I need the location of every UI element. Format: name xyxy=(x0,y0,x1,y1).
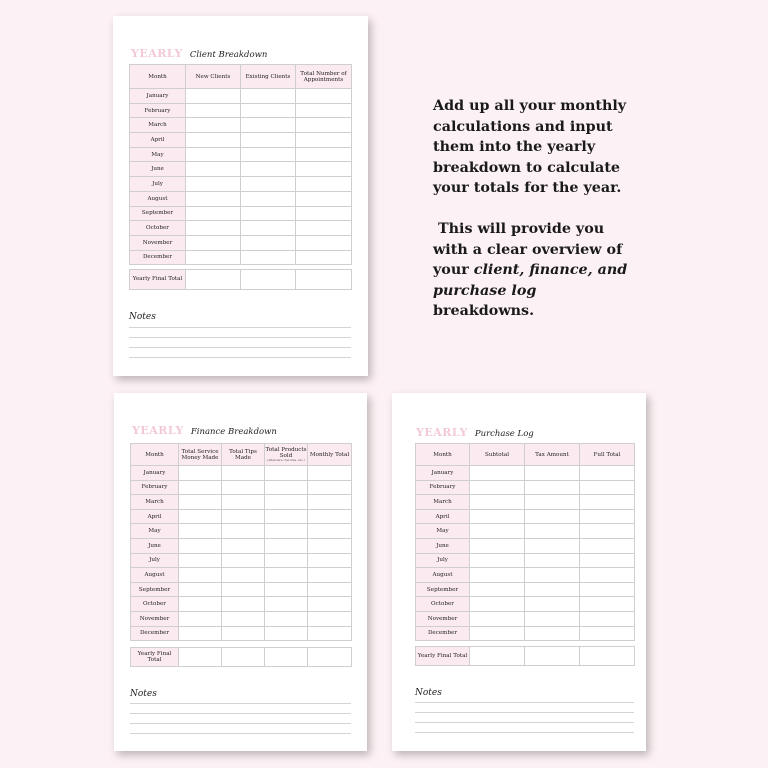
purchase-sheet-title xyxy=(416,421,534,440)
table-row xyxy=(131,553,352,568)
instructions-paragraph-1: Add up all your monthly calculations and input them into the yearly breakdown to calculate your totals for the year. xyxy=(433,98,627,197)
entry-cell[interactable] xyxy=(470,568,525,583)
month-cell: May xyxy=(131,524,179,539)
entry-cell[interactable] xyxy=(265,611,308,626)
entry-cell[interactable] xyxy=(580,495,635,510)
header-total-appointments: Total Number of Appointments xyxy=(296,65,352,89)
table-row xyxy=(416,509,635,524)
entry-cell[interactable] xyxy=(525,611,580,626)
entry-cell[interactable] xyxy=(179,553,222,568)
month-cell: January xyxy=(131,466,179,481)
header-tips: Total Tips Made xyxy=(222,444,265,466)
header-new-clients: New Clients xyxy=(186,65,241,89)
entry-cell[interactable] xyxy=(265,568,308,583)
entry-cell[interactable] xyxy=(186,103,241,118)
entry-cell[interactable] xyxy=(525,480,580,495)
entry-cell[interactable] xyxy=(265,626,308,641)
table-row xyxy=(131,466,352,481)
entry-cell[interactable] xyxy=(296,221,352,236)
header-products-sold xyxy=(265,444,308,466)
entry-cell[interactable] xyxy=(296,133,352,148)
entry-cell[interactable] xyxy=(296,177,352,192)
entry-cell[interactable] xyxy=(308,582,352,597)
entry-cell[interactable] xyxy=(470,524,525,539)
entry-cell[interactable] xyxy=(296,103,352,118)
entry-cell[interactable] xyxy=(222,466,265,481)
table-row xyxy=(130,118,352,133)
client-breakdown-sheet xyxy=(113,16,368,376)
entry-cell[interactable] xyxy=(222,553,265,568)
header-products-sub-note: (Aftercare, Serums, etc.) xyxy=(267,457,305,462)
month-cell: April xyxy=(131,509,179,524)
total-cell[interactable] xyxy=(308,648,352,667)
entry-cell[interactable] xyxy=(265,553,308,568)
entry-cell[interactable] xyxy=(308,495,352,510)
header-existing-clients: Existing Clients xyxy=(241,65,296,89)
entry-cell[interactable] xyxy=(525,495,580,510)
entry-cell[interactable] xyxy=(222,524,265,539)
month-cell: January xyxy=(130,89,186,104)
total-cell[interactable] xyxy=(222,648,265,667)
entry-cell[interactable] xyxy=(186,177,241,192)
month-cell: October xyxy=(131,597,179,612)
entry-cell[interactable] xyxy=(525,538,580,553)
entry-cell[interactable] xyxy=(241,133,296,148)
entry-cell[interactable] xyxy=(470,480,525,495)
table-row xyxy=(416,524,635,539)
entry-cell[interactable] xyxy=(296,147,352,162)
entry-cell[interactable] xyxy=(186,235,241,250)
entry-cell[interactable] xyxy=(580,480,635,495)
month-cell: December xyxy=(416,626,470,641)
table-row xyxy=(131,538,352,553)
month-cell: April xyxy=(416,509,470,524)
entry-cell[interactable] xyxy=(525,509,580,524)
entry-cell[interactable] xyxy=(222,582,265,597)
entry-cell[interactable] xyxy=(470,582,525,597)
month-cell: June xyxy=(131,538,179,553)
entry-cell[interactable] xyxy=(470,466,525,481)
entry-cell[interactable] xyxy=(241,118,296,133)
entry-cell[interactable] xyxy=(241,103,296,118)
table-row xyxy=(131,597,352,612)
entry-cell[interactable] xyxy=(179,509,222,524)
instructions-text xyxy=(433,96,633,322)
notes-label: Notes xyxy=(130,689,157,699)
note-line[interactable] xyxy=(415,732,634,733)
entry-cell[interactable] xyxy=(580,553,635,568)
yearly-final-total-label: Yearly Final Total xyxy=(131,648,179,667)
month-cell: July xyxy=(131,553,179,568)
entry-cell[interactable] xyxy=(265,466,308,481)
table-row xyxy=(130,162,352,177)
table-row xyxy=(131,495,352,510)
entry-cell[interactable] xyxy=(525,524,580,539)
entry-cell[interactable] xyxy=(308,611,352,626)
month-cell: December xyxy=(131,626,179,641)
entry-cell[interactable] xyxy=(186,133,241,148)
entry-cell[interactable] xyxy=(241,147,296,162)
table-row xyxy=(416,611,635,626)
total-cell[interactable] xyxy=(525,647,580,666)
purchase-yearly-total-row xyxy=(415,646,635,666)
entry-cell[interactable] xyxy=(186,89,241,104)
entry-cell[interactable] xyxy=(470,553,525,568)
entry-cell[interactable] xyxy=(296,235,352,250)
client-sheet-title xyxy=(131,42,267,61)
header-full-total: Full Total xyxy=(580,444,635,466)
month-cell: February xyxy=(130,103,186,118)
entry-cell[interactable] xyxy=(470,611,525,626)
month-cell: August xyxy=(130,191,186,206)
header-products-sold-label: Total Products Sold xyxy=(265,446,307,459)
table-row xyxy=(131,524,352,539)
client-breakdown-table xyxy=(129,64,352,265)
notes-label: Notes xyxy=(415,688,442,698)
table-row xyxy=(131,611,352,626)
finance-breakdown-table xyxy=(130,443,352,641)
entry-cell[interactable] xyxy=(241,235,296,250)
table-row xyxy=(416,553,635,568)
entry-cell[interactable] xyxy=(179,495,222,510)
total-cell[interactable] xyxy=(186,270,241,290)
entry-cell[interactable] xyxy=(308,568,352,583)
instructions-paragraph-2 xyxy=(433,219,633,322)
finance-yearly-total-row xyxy=(130,647,352,667)
entry-cell[interactable] xyxy=(186,221,241,236)
table-row xyxy=(416,626,635,641)
table-row xyxy=(130,89,352,104)
entry-cell[interactable] xyxy=(241,162,296,177)
client-title-name: Client Breakdown xyxy=(189,50,268,60)
para2-end: breakdowns. xyxy=(433,303,535,320)
entry-cell[interactable] xyxy=(179,466,222,481)
table-row xyxy=(416,597,635,612)
entry-cell[interactable] xyxy=(186,191,241,206)
entry-cell[interactable] xyxy=(241,206,296,221)
entry-cell[interactable] xyxy=(296,250,352,265)
total-cell[interactable] xyxy=(296,270,352,290)
header-subtotal: Subtotal xyxy=(470,444,525,466)
table-row xyxy=(131,582,352,597)
entry-cell[interactable] xyxy=(308,538,352,553)
entry-cell[interactable] xyxy=(265,538,308,553)
entry-cell[interactable] xyxy=(186,162,241,177)
entry-cell[interactable] xyxy=(308,524,352,539)
table-row xyxy=(130,206,352,221)
entry-cell[interactable] xyxy=(296,206,352,221)
table-row xyxy=(130,177,352,192)
note-line[interactable] xyxy=(129,347,351,348)
month-cell: March xyxy=(416,495,470,510)
entry-cell[interactable] xyxy=(222,538,265,553)
header-service-money: Total Service Money Made xyxy=(179,444,222,466)
entry-cell[interactable] xyxy=(179,568,222,583)
month-cell: July xyxy=(416,553,470,568)
entry-cell[interactable] xyxy=(222,495,265,510)
month-cell: October xyxy=(130,221,186,236)
entry-cell[interactable] xyxy=(580,568,635,583)
finance-breakdown-sheet xyxy=(114,393,367,751)
yearly-final-total-label: Yearly Final Total xyxy=(416,647,470,666)
entry-cell[interactable] xyxy=(308,553,352,568)
note-line[interactable] xyxy=(129,327,351,328)
header-month: Month xyxy=(131,444,179,466)
table-row xyxy=(130,235,352,250)
entry-cell[interactable] xyxy=(525,466,580,481)
entry-cell[interactable] xyxy=(580,597,635,612)
entry-cell[interactable] xyxy=(186,250,241,265)
entry-cell[interactable] xyxy=(186,147,241,162)
table-row xyxy=(130,250,352,265)
total-cell[interactable] xyxy=(241,270,296,290)
month-cell: April xyxy=(130,133,186,148)
total-cell[interactable] xyxy=(470,647,525,666)
table-row xyxy=(130,147,352,162)
entry-cell[interactable] xyxy=(470,509,525,524)
header-month: Month xyxy=(130,65,186,89)
month-cell: October xyxy=(416,597,470,612)
entry-cell[interactable] xyxy=(241,221,296,236)
table-row xyxy=(416,466,635,481)
entry-cell[interactable] xyxy=(296,118,352,133)
purchase-title-name: Purchase Log xyxy=(474,429,534,439)
table-row xyxy=(416,495,635,510)
table-row xyxy=(416,568,635,583)
month-cell: March xyxy=(130,118,186,133)
table-row xyxy=(130,191,352,206)
entry-cell[interactable] xyxy=(580,626,635,641)
month-cell: September xyxy=(130,206,186,221)
notes-label: Notes xyxy=(129,312,156,322)
table-row xyxy=(130,103,352,118)
purchase-log-table xyxy=(415,443,635,641)
entry-cell[interactable] xyxy=(296,191,352,206)
note-line[interactable] xyxy=(130,713,351,714)
para2-start: This will provide you with a clear overview of your xyxy=(433,220,623,279)
entry-cell[interactable] xyxy=(265,509,308,524)
entry-cell[interactable] xyxy=(265,480,308,495)
total-cell[interactable] xyxy=(265,648,308,667)
entry-cell[interactable] xyxy=(241,250,296,265)
table-row xyxy=(130,221,352,236)
entry-cell[interactable] xyxy=(308,466,352,481)
entry-cell[interactable] xyxy=(470,626,525,641)
note-line[interactable] xyxy=(129,357,351,358)
entry-cell[interactable] xyxy=(525,626,580,641)
note-line[interactable] xyxy=(415,702,634,703)
entry-cell[interactable] xyxy=(265,597,308,612)
entry-cell[interactable] xyxy=(179,480,222,495)
finance-sheet-title xyxy=(132,419,277,438)
entry-cell[interactable] xyxy=(525,582,580,597)
entry-cell[interactable] xyxy=(265,582,308,597)
header-monthly-total: Monthly Total xyxy=(308,444,352,466)
entry-cell[interactable] xyxy=(222,509,265,524)
month-cell: November xyxy=(416,611,470,626)
entry-cell[interactable] xyxy=(308,597,352,612)
entry-cell[interactable] xyxy=(580,538,635,553)
entry-cell[interactable] xyxy=(265,524,308,539)
month-cell: August xyxy=(416,568,470,583)
table-row xyxy=(416,538,635,553)
entry-cell[interactable] xyxy=(241,89,296,104)
entry-cell[interactable] xyxy=(186,118,241,133)
para2-italic: client, finance, and purchase log xyxy=(433,262,628,299)
entry-cell[interactable] xyxy=(296,162,352,177)
total-cell[interactable] xyxy=(580,647,635,666)
month-cell: May xyxy=(130,147,186,162)
entry-cell[interactable] xyxy=(179,626,222,641)
entry-cell[interactable] xyxy=(222,568,265,583)
header-month: Month xyxy=(416,444,470,466)
entry-cell[interactable] xyxy=(525,553,580,568)
entry-cell[interactable] xyxy=(179,597,222,612)
note-line[interactable] xyxy=(415,712,634,713)
month-cell: September xyxy=(416,582,470,597)
table-row xyxy=(130,133,352,148)
entry-cell[interactable] xyxy=(580,611,635,626)
entry-cell[interactable] xyxy=(265,495,308,510)
note-line[interactable] xyxy=(130,703,351,704)
entry-cell[interactable] xyxy=(179,524,222,539)
note-line[interactable] xyxy=(129,337,351,338)
table-row xyxy=(131,509,352,524)
entry-cell[interactable] xyxy=(470,597,525,612)
entry-cell[interactable] xyxy=(308,626,352,641)
entry-cell[interactable] xyxy=(470,495,525,510)
note-line[interactable] xyxy=(130,733,351,734)
month-cell: August xyxy=(131,568,179,583)
entry-cell[interactable] xyxy=(241,191,296,206)
month-cell: December xyxy=(130,250,186,265)
purchase-title-year: YEARLY xyxy=(416,426,468,439)
month-cell: July xyxy=(130,177,186,192)
table-row xyxy=(131,480,352,495)
client-title-year: YEARLY xyxy=(131,47,183,60)
entry-cell[interactable] xyxy=(296,89,352,104)
table-row xyxy=(131,626,352,641)
month-cell: March xyxy=(131,495,179,510)
table-row xyxy=(131,568,352,583)
entry-cell[interactable] xyxy=(580,524,635,539)
entry-cell[interactable] xyxy=(525,568,580,583)
entry-cell[interactable] xyxy=(525,597,580,612)
purchase-log-sheet xyxy=(392,393,646,751)
entry-cell[interactable] xyxy=(179,538,222,553)
month-cell: January xyxy=(416,466,470,481)
header-tax-amount: Tax Amount xyxy=(525,444,580,466)
entry-cell[interactable] xyxy=(241,177,296,192)
entry-cell[interactable] xyxy=(580,582,635,597)
client-yearly-total-row xyxy=(129,269,352,290)
month-cell: June xyxy=(130,162,186,177)
entry-cell[interactable] xyxy=(179,582,222,597)
note-line[interactable] xyxy=(130,723,351,724)
entry-cell[interactable] xyxy=(222,480,265,495)
entry-cell[interactable] xyxy=(470,538,525,553)
month-cell: June xyxy=(416,538,470,553)
month-cell: November xyxy=(130,235,186,250)
note-line[interactable] xyxy=(415,722,634,723)
entry-cell[interactable] xyxy=(308,509,352,524)
entry-cell[interactable] xyxy=(308,480,352,495)
month-cell: September xyxy=(131,582,179,597)
yearly-final-total-label: Yearly Final Total xyxy=(130,270,186,290)
finance-title-year: YEARLY xyxy=(132,424,184,437)
finance-title-name: Finance Breakdown xyxy=(190,427,277,437)
entry-cell[interactable] xyxy=(179,611,222,626)
month-cell: November xyxy=(131,611,179,626)
entry-cell[interactable] xyxy=(222,626,265,641)
entry-cell[interactable] xyxy=(580,466,635,481)
entry-cell[interactable] xyxy=(222,611,265,626)
table-row xyxy=(416,582,635,597)
table-row xyxy=(416,480,635,495)
month-cell: May xyxy=(416,524,470,539)
entry-cell[interactable] xyxy=(580,509,635,524)
month-cell: February xyxy=(131,480,179,495)
month-cell: February xyxy=(416,480,470,495)
total-cell[interactable] xyxy=(179,648,222,667)
entry-cell[interactable] xyxy=(186,206,241,221)
entry-cell[interactable] xyxy=(222,597,265,612)
